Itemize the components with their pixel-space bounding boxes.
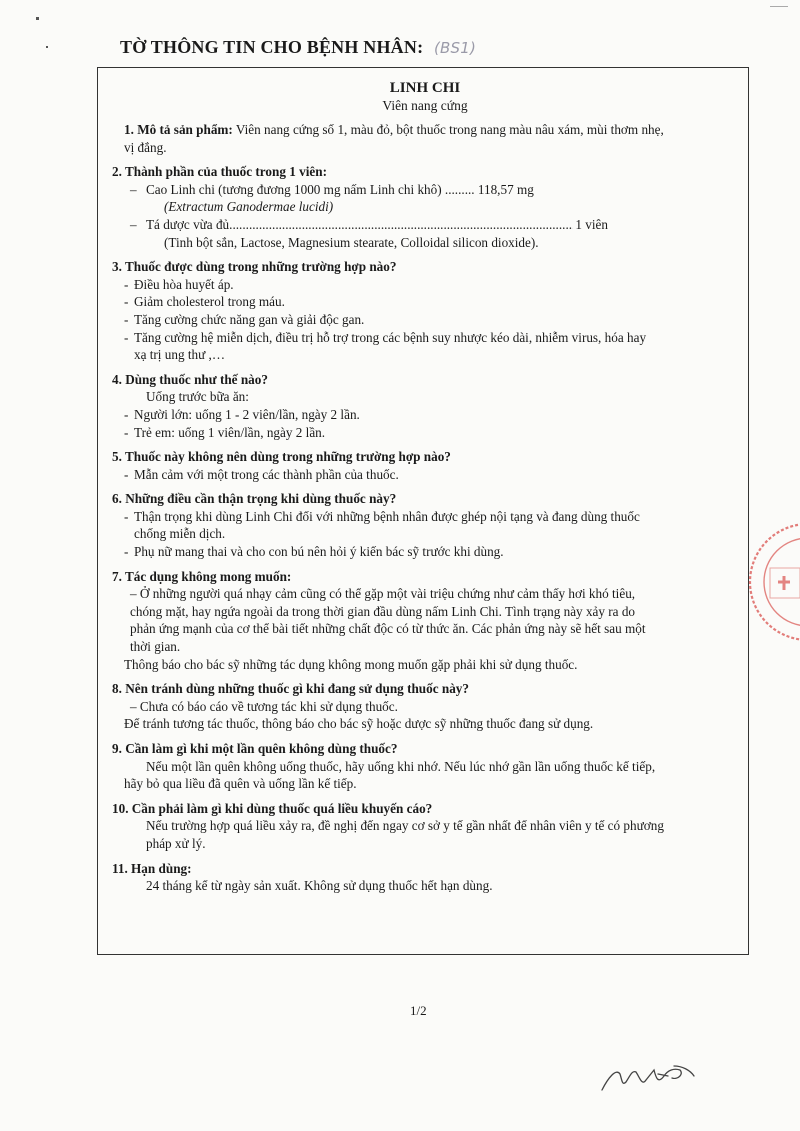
section-heading: 5. Thuốc này không nên dùng trong những trường hợp nào? bbox=[112, 449, 451, 465]
section-overdose bbox=[112, 800, 738, 853]
ingredient-detail: (Tinh bột sắn, Lactose, Magnesium stearate, Colloidal silicon dioxide). bbox=[164, 234, 539, 250]
section-heading: 6. Những điều cần thận trọng khi dùng thuốc này? bbox=[112, 491, 397, 507]
scan-mark bbox=[46, 46, 48, 48]
section-text: chóng mặt, hay ngứa ngoài da trong thời gian đầu dùng nấm Linh Chi. Tình trạng này xảy ra do bbox=[130, 603, 636, 619]
section-side-effects bbox=[112, 568, 738, 674]
scan-mark bbox=[770, 6, 788, 7]
section-ingredients bbox=[112, 163, 738, 251]
stamp-seal-icon bbox=[748, 510, 800, 650]
list-item-continuation: chống miễn dịch. bbox=[134, 526, 226, 542]
section-text: Uống trước bữa ăn: bbox=[146, 389, 249, 405]
header-title: TỜ THÔNG TIN CHO BỆNH NHÂN: bbox=[120, 37, 424, 57]
section-heading: 3. Thuốc được dùng trong những trường hợp nào? bbox=[112, 259, 397, 275]
ingredient-item: – Cao Linh chi (tương đương 1000 mg nấm Linh chi khô) ......... 118,57 mg bbox=[112, 181, 738, 199]
section-text: thời gian. bbox=[130, 639, 181, 655]
list-item: - Tăng cường hệ miễn dịch, điều trị hỗ trợ trong các bệnh suy nhược kéo dài, nhiễm virus, hóa hay bbox=[112, 329, 738, 347]
section-text: Viên nang cứng số 1, màu đỏ, bột thuốc trong nang màu nâu xám, mùi thơm nhẹ, bbox=[232, 122, 664, 137]
section-precautions bbox=[112, 490, 738, 560]
section-text: – Chưa có báo cáo về tương tác khi sử dụng thuốc. bbox=[130, 698, 398, 714]
section-heading: 1. Mô tả sản phẩm: bbox=[124, 122, 233, 137]
product-name: LINH CHI bbox=[389, 80, 461, 96]
section-expiry bbox=[112, 860, 738, 895]
ingredient-label: – Tá dược vừa đủ bbox=[146, 216, 230, 232]
section-text: Thông báo cho bác sỹ những tác dụng không mong muốn gặp phải khi sử dụng thuốc. bbox=[124, 656, 578, 672]
section-text: – Ở những người quá nhạy cảm cũng có thể gặp một vài triệu chứng như cảm thấy hơi khó tiêu, bbox=[130, 586, 636, 602]
dot-leader bbox=[229, 216, 573, 234]
ingredient-item bbox=[112, 216, 738, 234]
ingredient-value: 1 viên bbox=[575, 216, 608, 232]
list-item: - Thận trọng khi dùng Linh Chi đối với những bệnh nhân được ghép nội tạng và đang dùng thuốc bbox=[112, 508, 738, 526]
product-form: Viên nang cứng bbox=[382, 98, 468, 113]
section-heading: 4. Dùng thuốc như thế nào? bbox=[112, 371, 268, 387]
list-item: - Người lớn: uống 1 - 2 viên/lần, ngày 2 lần. bbox=[112, 406, 738, 424]
list-item: - Tăng cường chức năng gan và giải độc gan. bbox=[112, 311, 738, 329]
scan-mark bbox=[36, 17, 39, 20]
page-header bbox=[120, 37, 476, 58]
section-dosage bbox=[112, 371, 738, 441]
section-contraindications bbox=[112, 448, 738, 483]
section-interactions bbox=[112, 680, 738, 733]
section-heading: 8. Nên tránh dùng những thuốc gì khi đang sử dụng thuốc này? bbox=[112, 681, 469, 697]
signature-icon bbox=[598, 1060, 698, 1096]
section-text: Để tránh tương tác thuốc, thông báo cho bác sỹ hoặc dược sỹ những thuốc đang sử dụng. bbox=[124, 716, 594, 732]
list-item: - Điều hòa huyết áp. bbox=[112, 276, 738, 294]
section-heading: 7. Tác dụng không mong muốn: bbox=[112, 568, 292, 584]
section-missed-dose bbox=[112, 740, 738, 793]
section-text: 24 tháng kể từ ngày sản xuất. Không sử dụng thuốc hết hạn dùng. bbox=[146, 878, 493, 894]
list-item: - Giảm cholesterol trong máu. bbox=[112, 293, 738, 311]
section-text: hãy bỏ qua liều đã quên và uống lần kế tiếp. bbox=[124, 776, 357, 792]
section-text: Nếu một lần quên không uống thuốc, hãy uống khi nhớ. Nếu lúc nhớ gần lần uống thuốc kế tiếp, bbox=[146, 758, 656, 774]
list-item: - Mẫn cảm với một trong các thành phần của thuốc. bbox=[112, 466, 738, 484]
ingredient-latin-name: (Extractum Ganodermae lucidi) bbox=[164, 199, 334, 215]
section-text: pháp xử lý. bbox=[146, 835, 206, 851]
section-text: vị đắng. bbox=[124, 139, 167, 155]
section-text: phản ứng mạnh của cơ thể bài tiết những chất độc có từ thức ăn. Các phản ứng này sẽ hết sau một bbox=[130, 621, 646, 637]
section-description bbox=[112, 121, 738, 156]
section-indications bbox=[112, 258, 738, 364]
section-heading: 11. Hạn dùng: bbox=[112, 860, 192, 876]
list-item: - Phụ nữ mang thai và cho con bú nên hỏi ý kiến bác sỹ trước khi dùng. bbox=[112, 543, 738, 561]
section-heading: 2. Thành phần của thuốc trong 1 viên: bbox=[112, 164, 327, 180]
section-heading: 10. Cần phải làm gì khi dùng thuốc quá liều khuyến cáo? bbox=[112, 800, 433, 816]
section-heading: 9. Cần làm gì khi một lần quên không dùng thuốc? bbox=[112, 741, 398, 756]
leaflet-frame bbox=[97, 67, 749, 955]
list-item-continuation: xạ trị ung thư ,… bbox=[134, 347, 226, 363]
handwritten-note: (BS1) bbox=[433, 39, 477, 57]
section-text: Nếu trường hợp quá liều xảy ra, đề nghị đến ngay cơ sở y tế gần nhất để nhân viên y tế có phương bbox=[146, 818, 664, 834]
page-number: 1/2 bbox=[410, 1003, 427, 1018]
list-item: - Trẻ em: uống 1 viên/lần, ngày 2 lần. bbox=[112, 424, 738, 442]
